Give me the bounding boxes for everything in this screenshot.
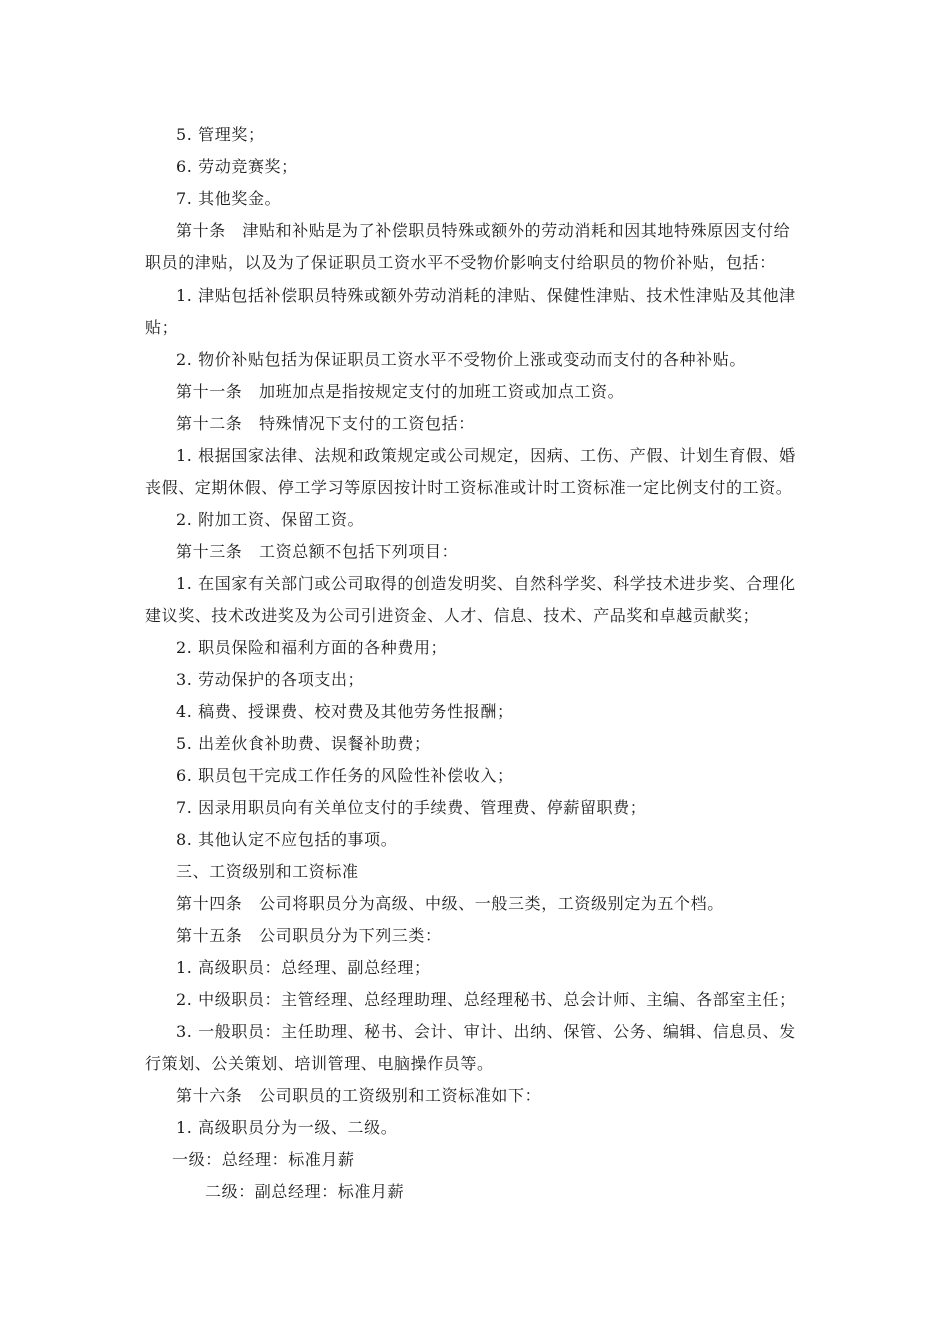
list-item-labor-competition-award: 6. 劳动竞赛奖； xyxy=(176,157,298,176)
staff-class-1: 1. 高级职员：总经理、副总经理； xyxy=(176,958,431,977)
grade-level-2: 二级：副总经理：标准月薪 xyxy=(205,1182,405,1201)
section-heading-3: 三、工资级别和工资标准 xyxy=(176,862,359,881)
article-16: 第十六条 公司职员的工资级别和工资标准如下： xyxy=(176,1086,542,1105)
allowance-item-1-line-2: 贴； xyxy=(145,318,179,337)
excluded-item-6: 6. 职员包干完成工作任务的风险性补偿收入； xyxy=(176,766,514,785)
allowance-item-1-line-1: 1. 津贴包括补偿职员特殊或额外劳动消耗的津贴、保健性津贴、技术性津贴及其他津 xyxy=(176,286,796,305)
staff-class-2: 2. 中级职员：主管经理、总经理助理、总经理秘书、总会计师、主编、各部室主任； xyxy=(176,990,796,1009)
excluded-item-5: 5. 出差伙食补助费、误餐补助费； xyxy=(176,734,431,753)
excluded-item-7: 7. 因录用职员向有关单位支付的手续费、管理费、停薪留职费； xyxy=(176,798,647,817)
staff-class-3-line-1: 3. 一般职员：主任助理、秘书、会计、审计、出纳、保管、公务、编辑、信息员、发 xyxy=(176,1022,796,1041)
grade-level-1: 一级：总经理：标准月薪 xyxy=(172,1150,355,1169)
article-15: 第十五条 公司职员分为下列三类： xyxy=(176,926,442,945)
special-pay-item-1-line-1: 1. 根据国家法律、法规和政策规定或公司规定，因病、工伤、产假、计划生育假、婚 xyxy=(176,446,796,465)
article-13: 第十三条 工资总额不包括下列项目： xyxy=(176,542,459,561)
allowance-item-2: 2. 物价补贴包括为保证职员工资水平不受物价上涨或变动而支付的各种补贴。 xyxy=(176,350,746,369)
article-10-line-2: 职员的津贴，以及为了保证职员工资水平不受物价影响支付给职员的物价补贴，包括： xyxy=(145,253,776,272)
excluded-item-1-line-1: 1. 在国家有关部门或公司取得的创造发明奖、自然科学奖、科学技术进步奖、合理化 xyxy=(176,574,796,593)
grade-item-1: 1. 高级职员分为一级、二级。 xyxy=(176,1118,398,1137)
special-pay-item-2: 2. 附加工资、保留工资。 xyxy=(176,510,365,529)
article-11: 第十一条 加班加点是指按规定支付的加班工资或加点工资。 xyxy=(176,382,625,401)
list-item-management-award: 5. 管理奖； xyxy=(176,125,265,144)
staff-class-3-line-2: 行策划、公关策划、培训管理、电脑操作员等。 xyxy=(145,1054,494,1073)
excluded-item-4: 4. 稿费、授课费、校对费及其他劳务性报酬； xyxy=(176,702,514,721)
article-14: 第十四条 公司将职员分为高级、中级、一般三类，工资级别定为五个档。 xyxy=(176,894,724,913)
excluded-item-1-line-2: 建议奖、技术改进奖及为公司引进资金、人才、信息、技术、产品奖和卓越贡献奖； xyxy=(145,606,760,625)
special-pay-item-1-line-2: 丧假、定期休假、停工学习等原因按计时工资标准或计时工资标准一定比例支付的工资。 xyxy=(145,478,793,497)
excluded-item-8: 8. 其他认定不应包括的事项。 xyxy=(176,830,398,849)
article-12: 第十二条 特殊情况下支付的工资包括： xyxy=(176,414,475,433)
excluded-item-2: 2. 职员保险和福利方面的各种费用； xyxy=(176,638,448,657)
article-10-line-1: 第十条 津贴和补贴是为了补偿职员特殊或额外的劳动消耗和因其地特殊原因支付给 xyxy=(176,221,791,240)
list-item-other-bonus: 7. 其他奖金。 xyxy=(176,189,282,208)
excluded-item-3: 3. 劳动保护的各项支出； xyxy=(176,670,365,689)
